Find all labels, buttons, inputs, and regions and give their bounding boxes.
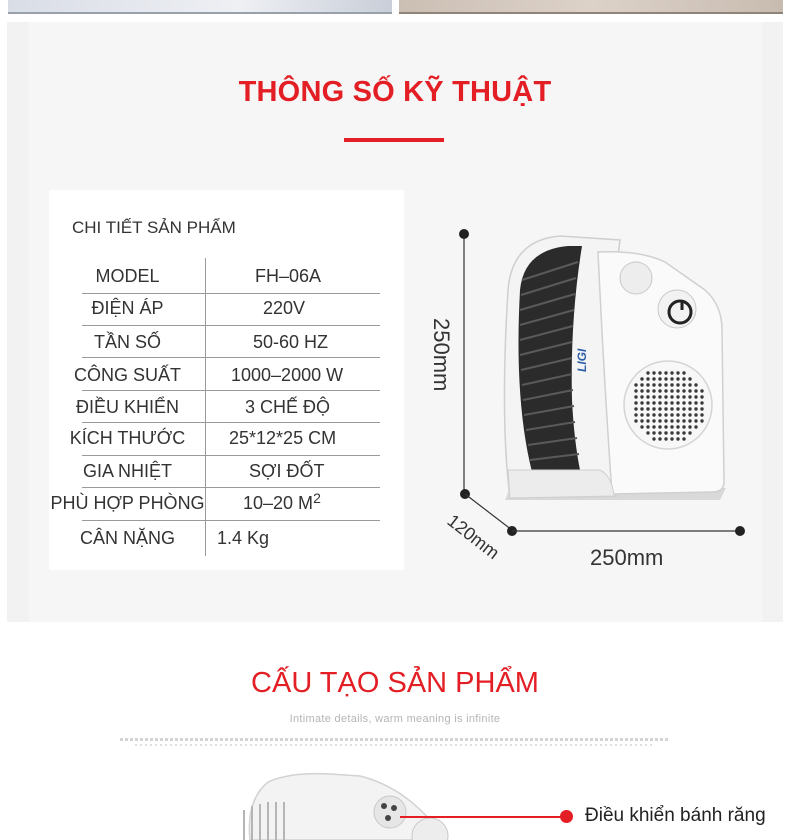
vent-hole	[658, 419, 661, 422]
vent-hole	[646, 389, 649, 392]
vent-hole	[652, 377, 655, 380]
vent-hole	[676, 377, 679, 380]
heater-brand-logo: LIGI	[575, 348, 589, 372]
vent-hole	[634, 419, 637, 422]
spec-row-value-text: 10–20 M	[243, 493, 314, 513]
vent-hole	[646, 401, 649, 404]
width-dimension-label: 250mm	[590, 545, 664, 570]
vent-hole	[634, 395, 637, 398]
vent-hole	[658, 371, 661, 374]
callout-gear-control: Điều khiển bánh răng	[585, 805, 766, 826]
vent-hole	[640, 401, 643, 404]
vent-hole	[682, 389, 685, 392]
spec-row-value	[243, 490, 403, 514]
vent-hole	[682, 377, 685, 380]
vent-hole	[688, 407, 691, 410]
spec-row-value	[249, 461, 409, 482]
vent-hole	[634, 413, 637, 416]
dimension-dot	[735, 526, 745, 536]
title-underline	[344, 138, 444, 142]
spec-row-label: PHÙ HỢP PHÒNG	[50, 493, 205, 513]
vent-hole	[640, 407, 643, 410]
vent-hole	[676, 431, 679, 434]
heater-illustration	[420, 215, 760, 575]
decorative-dotted-rule	[135, 744, 655, 746]
vent-hole	[646, 371, 649, 374]
vent-hole	[688, 425, 691, 428]
spec-row-divider	[82, 325, 380, 326]
vent-hole	[658, 377, 661, 380]
spec-row-value-text: 3 CHẾ ĐỘ	[245, 397, 331, 417]
vent-hole	[694, 401, 697, 404]
vent-hole	[694, 419, 697, 422]
vent-hole	[688, 401, 691, 404]
depth-dimension-label: 120mm	[443, 510, 504, 564]
vent-hole	[682, 437, 685, 440]
spec-row-label: TẦN SỐ	[93, 332, 161, 352]
vent-hole	[676, 419, 679, 422]
vent-hole	[664, 389, 667, 392]
vent-hole	[670, 383, 673, 386]
vent-hole	[658, 407, 661, 410]
vent-hole	[664, 383, 667, 386]
vent-hole	[652, 425, 655, 428]
vent-hole	[688, 431, 691, 434]
vent-hole	[658, 425, 661, 428]
vent-hole	[640, 377, 643, 380]
vent-hole	[658, 383, 661, 386]
vent-hole	[700, 389, 703, 392]
spec-row-label: KÍCH THƯỚC	[69, 428, 186, 448]
vent-hole	[694, 413, 697, 416]
spec-row-value	[217, 528, 377, 549]
vent-hole	[700, 401, 703, 404]
spec-row-value	[245, 397, 405, 418]
spec-row-value-text: 25*12*25 CM	[229, 428, 337, 448]
vent-hole	[676, 413, 679, 416]
vent-hole	[670, 401, 673, 404]
spec-row-divider	[82, 422, 380, 423]
vent-hole	[670, 431, 673, 434]
vent-hole	[682, 407, 685, 410]
vent-hole	[676, 401, 679, 404]
table-column-divider	[205, 258, 206, 556]
vent-hole	[664, 395, 667, 398]
vent-hole	[664, 377, 667, 380]
vent-hole	[658, 413, 661, 416]
vent-hole	[646, 431, 649, 434]
vent-hole	[652, 437, 655, 440]
vent-hole	[640, 413, 643, 416]
vent-hole	[646, 419, 649, 422]
heater-closeup-image	[225, 770, 485, 840]
vent-hole	[646, 425, 649, 428]
spec-row-label: ĐIỆN ÁP	[91, 298, 164, 318]
vent-hole	[694, 407, 697, 410]
vent-hole	[694, 383, 697, 386]
vent-hole	[640, 395, 643, 398]
spec-row-value-text: 50-60 HZ	[253, 332, 329, 352]
vent-hole	[664, 413, 667, 416]
vent-hole	[652, 401, 655, 404]
spec-row-value	[253, 332, 413, 353]
spec-title: THÔNG SỐ KỸ THUẬT	[238, 76, 552, 108]
vent-hole	[682, 413, 685, 416]
vent-hole	[652, 395, 655, 398]
vent-hole	[670, 425, 673, 428]
spec-row-divider	[82, 293, 380, 294]
vent-hole	[694, 395, 697, 398]
table-caption: CHI TIẾT SẢN PHẨM	[72, 218, 236, 237]
vent-hole	[694, 389, 697, 392]
vent-hole	[688, 383, 691, 386]
decorative-dotted-rule	[120, 738, 670, 741]
height-dimension-label: 250mm	[429, 318, 454, 392]
spec-row-label: GIA NHIỆT	[82, 461, 172, 481]
callout-line	[400, 816, 565, 818]
vent-hole	[670, 389, 673, 392]
vent-hole	[652, 431, 655, 434]
vent-hole	[652, 419, 655, 422]
vent-hole	[676, 425, 679, 428]
vent-hole	[652, 413, 655, 416]
vent-hole	[670, 371, 673, 374]
vent-hole	[688, 389, 691, 392]
structure-title: CẤU TẠO SẢN PHẨM	[251, 667, 539, 699]
vent-hole	[634, 401, 637, 404]
spec-row-value-superscript: 2	[313, 490, 321, 506]
vent-hole	[664, 419, 667, 422]
vent-hole	[700, 407, 703, 410]
vent-hole	[640, 419, 643, 422]
vent-hole	[688, 413, 691, 416]
spec-row-value	[231, 365, 391, 386]
vent-hole	[646, 413, 649, 416]
vent-hole	[676, 383, 679, 386]
vent-hole	[676, 437, 679, 440]
vent-hole	[682, 371, 685, 374]
vent-hole	[688, 395, 691, 398]
vent-hole	[640, 425, 643, 428]
vent-hole	[658, 437, 661, 440]
vent-hole	[664, 401, 667, 404]
spec-row-value-text: SỢI ĐỐT	[249, 461, 325, 481]
vent-hole	[682, 431, 685, 434]
vent-hole	[658, 389, 661, 392]
vent-hole	[682, 383, 685, 386]
spec-row-label: CÔNG SUẤT	[73, 365, 181, 385]
spec-row-label: CÂN NẶNG	[79, 528, 175, 548]
dimension-dot	[459, 229, 469, 239]
vent-hole	[646, 377, 649, 380]
vent-hole	[640, 383, 643, 386]
spec-row-divider	[82, 390, 380, 391]
vent-hole	[670, 395, 673, 398]
spec-row-divider	[82, 357, 380, 358]
vent-hole	[634, 389, 637, 392]
vent-hole	[670, 419, 673, 422]
vent-hole	[670, 413, 673, 416]
vent-hole	[664, 437, 667, 440]
callout-dot	[560, 810, 573, 823]
spec-row-divider	[82, 520, 380, 521]
spec-row-label: MODEL	[95, 266, 160, 286]
previous-photo-left	[8, 0, 392, 14]
vent-hole	[688, 377, 691, 380]
spec-row-value	[229, 428, 389, 449]
spec-row-value-text: 1.4 Kg	[217, 528, 270, 548]
vent-hole	[658, 395, 661, 398]
vent-hole	[688, 419, 691, 422]
spec-row-value-text: FH–06A	[255, 266, 322, 286]
vent-hole	[664, 425, 667, 428]
vent-hole	[664, 407, 667, 410]
vent-hole	[664, 371, 667, 374]
vent-hole	[634, 407, 637, 410]
spec-row-divider	[82, 487, 380, 488]
spec-row-value-text: 1000–2000 W	[231, 365, 344, 385]
vent-hole	[658, 401, 661, 404]
vent-hole	[682, 401, 685, 404]
spec-row-value	[263, 298, 423, 319]
vent-hole	[682, 395, 685, 398]
vent-hole	[640, 389, 643, 392]
spec-row-label: ĐIỀU KHIỂN	[75, 397, 180, 417]
spec-row-divider	[82, 455, 380, 456]
vent-hole	[700, 395, 703, 398]
vent-hole	[670, 377, 673, 380]
spec-row-value-text: 220V	[263, 298, 306, 318]
vent-hole	[676, 395, 679, 398]
vent-hole	[676, 389, 679, 392]
vent-hole	[634, 383, 637, 386]
vent-hole	[646, 383, 649, 386]
vent-hole	[670, 437, 673, 440]
vent-hole	[700, 413, 703, 416]
vent-hole	[682, 419, 685, 422]
vent-hole	[676, 371, 679, 374]
vent-hole	[694, 425, 697, 428]
vent-hole	[652, 389, 655, 392]
vent-hole	[676, 407, 679, 410]
vent-hole	[652, 407, 655, 410]
vent-hole	[700, 419, 703, 422]
vent-hole	[646, 407, 649, 410]
vent-hole	[652, 383, 655, 386]
vent-hole	[652, 371, 655, 374]
vent-hole	[646, 395, 649, 398]
vent-hole	[670, 407, 673, 410]
previous-photo-right	[399, 0, 783, 14]
vent-hole	[658, 431, 661, 434]
vent-hole	[682, 425, 685, 428]
structure-subtitle: Intimate details, warm meaning is infinite	[289, 713, 501, 725]
spec-row-value	[255, 266, 415, 287]
vent-hole	[664, 431, 667, 434]
